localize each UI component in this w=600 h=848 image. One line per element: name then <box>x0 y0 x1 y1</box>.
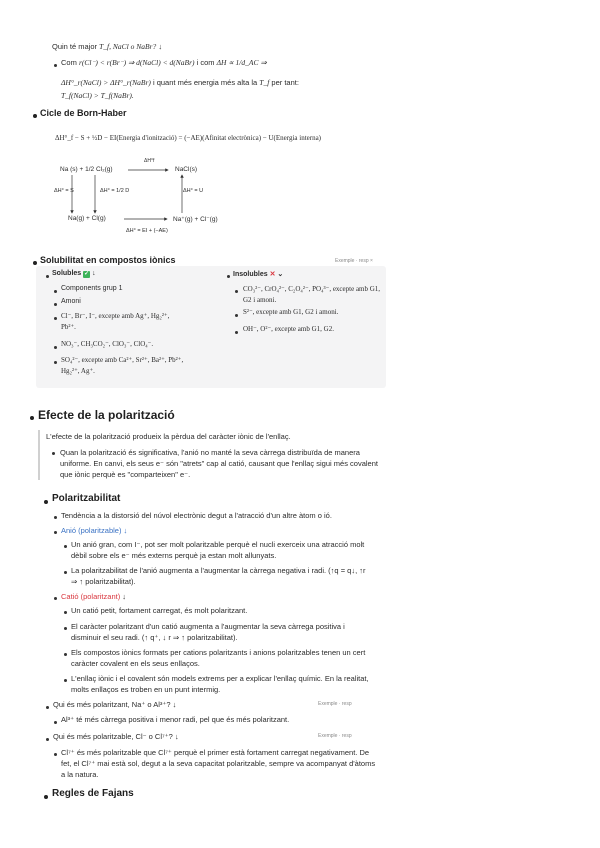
question-1-text: Qui és més polaritzant, Na⁺ o Al³⁺? <box>53 700 171 709</box>
bullet-dot <box>64 545 67 548</box>
chevron-down-icon[interactable]: ↓ <box>123 526 128 535</box>
diagram-hf-label: ΔH°f <box>144 158 155 164</box>
question-1[interactable] <box>53 700 176 709</box>
solubles-label: Solubles <box>52 270 82 277</box>
soluble-item: Amoni <box>61 298 81 305</box>
chevron-down-icon[interactable]: ↓ <box>174 732 179 741</box>
insoluble-item: S²⁻, excepte amb G1, G2 i amoni. <box>243 308 339 316</box>
side-note-text: Exemple · resp <box>335 258 369 264</box>
bullet-dot <box>235 290 238 293</box>
bullet-dot <box>64 571 67 574</box>
bullet-dot <box>54 753 57 756</box>
bullet-dot <box>54 303 57 306</box>
diagram-nacl: NaCl(s) <box>175 166 198 173</box>
soluble-item: Components grup 1 <box>61 285 123 292</box>
bullet-dot <box>44 500 48 504</box>
bullet-dot <box>54 346 57 349</box>
born-haber-equation: ΔH°_f − S + ½D − EI(Energia d'ionització) = (−AE)(Afinitat electrònica) − U(Energia interna) <box>55 134 322 142</box>
cation-item: Els compostos iònics formats per cations polaritzants i anions polaritzables tenen un cert caràcter covalent en els seus enllaços. <box>71 648 366 668</box>
chevron-down-icon[interactable]: ↓ <box>158 42 163 51</box>
bullet-dot <box>235 314 238 317</box>
bullet-dot <box>46 706 49 709</box>
bullet-dot <box>46 275 49 278</box>
ghost-note[interactable]: Exemple · resp <box>318 733 352 739</box>
answer-2: Cl⁷⁺ és més polaritzable que Cl⁷⁺ perquè el primer està fortament carregat negativament. De fet, el Cl⁷⁺ mai està sol, degut a la seva capacitat polaritzable, sempre va acompanyat d'àtoms a la natura. <box>61 748 376 779</box>
cation-item: L'enllaç iònic i el covalent són models extrems per a explicar l'enllaç químic. En la realitat, molts enllaços es troben en un punt intermig. <box>71 674 369 694</box>
bullet-dot <box>64 653 67 656</box>
cation-label: Catió (polaritzant) <box>61 592 121 601</box>
insolubles-heading[interactable] <box>233 270 283 278</box>
anion-item: Un anió gran, com I⁻, pot ser molt polaritzable perquè el nucli exerceix una atracció molt dèbil sobre els e⁻ més externs perquè ja estan molt allunyats. <box>71 540 365 560</box>
bullet-dot <box>33 261 37 265</box>
proportionality-math: ΔH ∝ 1/d_AC ⇒ <box>216 58 267 67</box>
bullet-dot <box>54 516 57 519</box>
diagram-ions: Na⁺(g) + Cl⁻(g) <box>173 216 218 223</box>
diagram-u-label: ΔH° = U <box>183 188 204 194</box>
tf-math: T_f <box>259 78 270 87</box>
check-icon: ✓ <box>84 271 90 277</box>
bullet-dot <box>52 452 55 455</box>
diagram-s-label: ΔH° = S <box>54 188 74 194</box>
bullet-dot <box>64 627 67 630</box>
enthalpy-text2: per tant: <box>271 78 299 87</box>
fajans-title: Regles de Fajans <box>52 788 134 799</box>
cation-item: El caràcter polaritzant d'un catió augmenta a l'augmentar la seva càrrega positiva i disminuir el seu radi. (↑ q⁺, ↓ r ⇒ ↑ polaritzabilitat). <box>71 622 345 642</box>
insolubles-label: Insolubles <box>233 271 268 278</box>
polarization-title: Efecte de la polarització <box>38 408 175 422</box>
chevron-down-icon[interactable]: ⌄ <box>277 271 284 278</box>
diagram-arrows <box>0 0 600 260</box>
diagram-atoms: Na(g) + Cl(g) <box>68 215 106 222</box>
bullet-dot <box>46 738 49 741</box>
ghost-note[interactable]: Exemple · resp <box>318 701 352 707</box>
bullet-dot <box>44 795 48 799</box>
bullet-dot <box>54 597 57 600</box>
diagram-reactants: Na (s) + 1/2 Cl₂(g) <box>60 166 113 173</box>
comparison-prefix: Com <box>61 58 77 67</box>
insoluble-item: CO₃²⁻, CrO₄²⁻, C₂O₄²⁻, PO₄³⁻, excepte amb G1, G2 i amoni. <box>243 285 381 304</box>
bullet-dot <box>54 290 57 293</box>
bullet-dot <box>54 361 57 364</box>
comparison-mid: i com <box>196 58 215 67</box>
bullet-dot <box>54 531 57 534</box>
anion-item: La polaritzabilitat de l'anió augmenta a l'augmentar la càrrega negativa i radi. (↑q = q↓, ↑r ⇒ ↑ polaritzabilitat). <box>71 566 366 586</box>
soluble-item: Cl⁻, Br⁻, I⁻, excepte amb Ag⁺, Hg₂²⁺, Pb²⁺. <box>61 312 170 331</box>
polarization-intro: L'efecte de la polarització produeix la pèrdua del caràcter iònic de l'enllaç. <box>46 432 291 441</box>
chevron-down-icon[interactable]: ↓ <box>122 592 127 601</box>
born-haber-title: Cicle de Born-Haber <box>40 108 127 118</box>
diagram-halfd-label: ΔH° = 1/2 D <box>100 188 130 194</box>
side-note[interactable] <box>335 258 373 264</box>
bullet-dot <box>235 331 238 334</box>
bullet-dot <box>54 317 57 320</box>
solubles-heading[interactable] <box>52 270 96 278</box>
diagram-bottom-label: ΔH° = EI + (−AE) <box>126 228 168 234</box>
bullet-dot <box>64 679 67 682</box>
close-icon[interactable]: × <box>370 258 373 264</box>
enthalpy-math: ΔH°_r(NaCl) > ΔH°_r(NaBr) <box>61 78 151 87</box>
anion-label: Anió (polaritzable) <box>61 526 122 535</box>
polarizability-title: Polaritzabilitat <box>52 493 121 504</box>
chevron-down-icon[interactable]: ↓ <box>172 700 177 709</box>
tf-result-math: T_f(NaCl) > T_f(NaBr). <box>61 91 134 100</box>
question-math: T_f, NaCl o NaBr? <box>99 42 157 51</box>
bullet-dot <box>30 416 34 420</box>
enthalpy-text: i quant més energia més alta la <box>152 78 258 87</box>
quote-bar <box>38 430 40 480</box>
cation-item: Un catió petit, fortament carregat, és molt polaritzant. <box>71 606 248 615</box>
bullet-dot <box>54 721 57 724</box>
bullet-dot <box>227 275 230 278</box>
bullet-dot <box>64 611 67 614</box>
comparison-math: r(Cl⁻) < r(Br⁻) ⇒ d(NaCl) < d(NaBr) <box>78 58 195 67</box>
anion-heading[interactable] <box>61 526 127 535</box>
answer-1: Al³⁺ té més càrrega positiva i menor radi, pel que és més polaritzant. <box>61 715 290 724</box>
soluble-item: NO₃⁻, CH₃CO₂⁻, ClO₃⁻, ClO₄⁻. <box>61 340 154 348</box>
polarization-intro-sub: Quan la polarització és significativa, l'anió no manté la seva càrrega distribuïda de manera uniforme. En canvi, els seus e⁻ són "atrets" cap al catió, causant que l'enllaç sigui més covalent que iònic perquè es "comparteixen" e⁻. <box>60 448 378 479</box>
question-2[interactable] <box>53 732 179 741</box>
question-text: Quin té major <box>52 42 98 51</box>
soluble-item: SO₄²⁻, excepte amb Ca²⁺, Sr²⁺, Ba²⁺, Pb²⁺, Hg₂²⁺, Ag⁺. <box>61 356 184 375</box>
cross-icon: ✕ <box>269 271 276 278</box>
polarizability-definition: Tendència a la distorsió del núvol electrònic degut a l'atracció d'un altre àtom o ió. <box>61 511 332 520</box>
chevron-down-icon[interactable]: ↓ <box>92 270 96 277</box>
question-2-text: Qui és més polaritzable, Cl⁻ o Cl⁷⁺? <box>53 732 173 741</box>
insoluble-item: OH⁻, O²⁻, excepte amb G1, G2. <box>243 325 334 333</box>
solubility-title: Solubilitat en compostos iònics <box>40 255 176 265</box>
cation-heading[interactable] <box>61 592 126 601</box>
